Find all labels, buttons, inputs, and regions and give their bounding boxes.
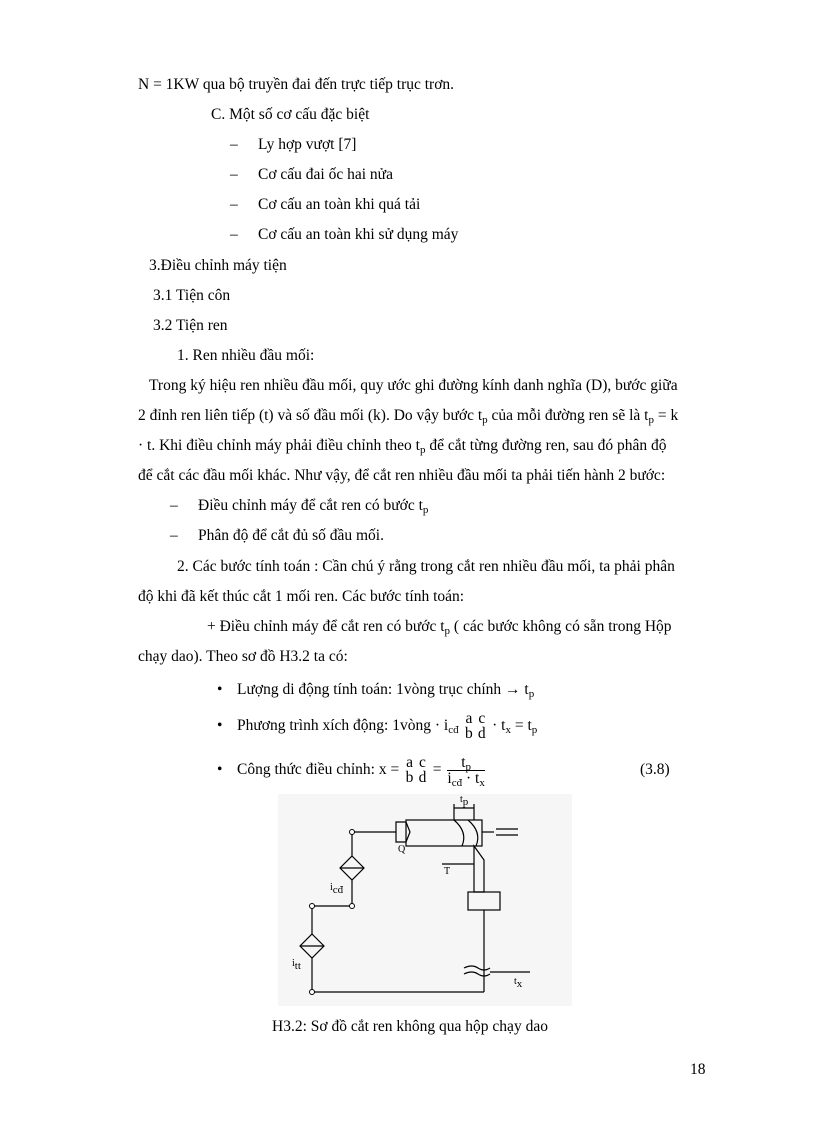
list-item: – Ly hợp vượt [7]	[230, 136, 357, 153]
subsection-heading: 3.1 Tiện côn	[153, 287, 231, 304]
paragraph-line: chạy dao). Theo sơ đồ H3.2 ta có:	[138, 648, 348, 665]
equation-number: (3.8)	[640, 761, 670, 778]
leadscrew-wave	[464, 972, 490, 976]
label-itt: $i_{tt}$	[292, 958, 301, 972]
chuck-shape	[396, 822, 410, 842]
list-item: – Phân độ để cắt đủ số đầu mối.	[170, 527, 384, 544]
paragraph-line: Trong ký hiệu ren nhiều đầu mối, quy ước ghi đường kính danh nghĩa (D), bước giữa	[149, 377, 678, 394]
list-item: – Điều chỉnh máy để cắt ren có bước $t_p$	[170, 497, 429, 516]
joint-dot	[310, 990, 315, 995]
diagram-svg	[278, 794, 572, 1006]
paragraph-line: 2 đỉnh ren liên tiếp (t) và số đầu mối (k). Do vậy bước $t_p$ của mỗi đường ren sẽ là $t_p = k$	[138, 407, 679, 426]
fraction-a-b: a b	[465, 710, 473, 743]
section-heading: 3.Điều chỉnh máy tiện	[149, 257, 287, 274]
joint-dot	[350, 830, 355, 835]
fraction-c-d: c d	[477, 710, 486, 743]
label-icd: $i_{cđ}$	[330, 882, 344, 896]
figure-thread-cutting-diagram	[278, 794, 572, 1006]
paragraph-line: · t. Khi điều chỉnh máy phải điều chỉnh theo $t_p$ để cắt từng đường ren, sau đó phân độ	[138, 437, 667, 456]
list-item: – Cơ cấu đai ốc hai nửa	[230, 166, 393, 183]
bullet-item: • Lượng di động tính toán: 1vòng trục chính → $t_p$	[217, 681, 535, 700]
figure-caption: H3.2: Sơ đồ cắt ren không qua hộp chạy dao	[272, 1018, 548, 1035]
leadscrew-wave	[464, 966, 490, 970]
label-tx: $t_x$	[514, 976, 523, 990]
list-item: – Cơ cấu an toàn khi sử dụng máy	[230, 226, 459, 243]
page-number: 18	[690, 1061, 706, 1078]
label-tp: $t_p$	[460, 794, 469, 808]
text-line: N = 1KW qua bộ truyền đai đến trực tiếp trục trơn.	[138, 76, 455, 93]
fraction-c-d: c d	[418, 754, 427, 787]
paragraph-line: + Điều chỉnh máy để cắt ren có bước $t_p$ ( các bước không có sẵn trong Hộp	[207, 618, 672, 637]
section-heading-c: C. Một số cơ cấu đặc biệt	[211, 106, 370, 123]
bullet-item-equation: • Phương trình xích động: 1vòng · $i_{cđ}$ a b c d · $t_x = t_p$	[217, 710, 538, 743]
bullet-item-formula: • Công thức điều chỉnh: x = a b c d = $\frac{t_p}{i_{cđ} \cdot t_x}$	[217, 753, 485, 789]
joint-dot	[310, 904, 315, 909]
paragraph-line: độ khi đã kết thúc cắt 1 mối ren. Các bước tính toán:	[138, 588, 465, 605]
list-item: – Cơ cấu an toàn khi quá tải	[230, 196, 421, 213]
paragraph-line: 2. Các bước tính toán : Cần chú ý rằng trong cắt ren nhiều đầu mối, ta phải phân	[177, 558, 675, 575]
label-q: Q	[398, 844, 406, 855]
label-t: T	[444, 866, 451, 877]
tool-holder	[474, 846, 484, 892]
joint-dot	[350, 904, 355, 909]
fraction-a-b: a b	[405, 754, 414, 787]
thread-helix-line	[454, 820, 464, 846]
subsection-heading: 3.2 Tiện ren	[153, 317, 228, 334]
numbered-heading: 1. Ren nhiều đầu mối:	[177, 347, 315, 364]
thread-helix-line	[468, 820, 478, 846]
workpiece-rect	[406, 820, 482, 846]
paragraph-line: để cắt các đầu mối khác. Như vậy, để cắt ren nhiều đầu mối ta phải tiến hành 2 bước:	[138, 467, 666, 484]
fraction-tp-over-icd-tx: $\frac{t_p}{i_{cđ} \cdot t_x}$	[447, 753, 485, 789]
carriage-rect	[468, 892, 500, 910]
